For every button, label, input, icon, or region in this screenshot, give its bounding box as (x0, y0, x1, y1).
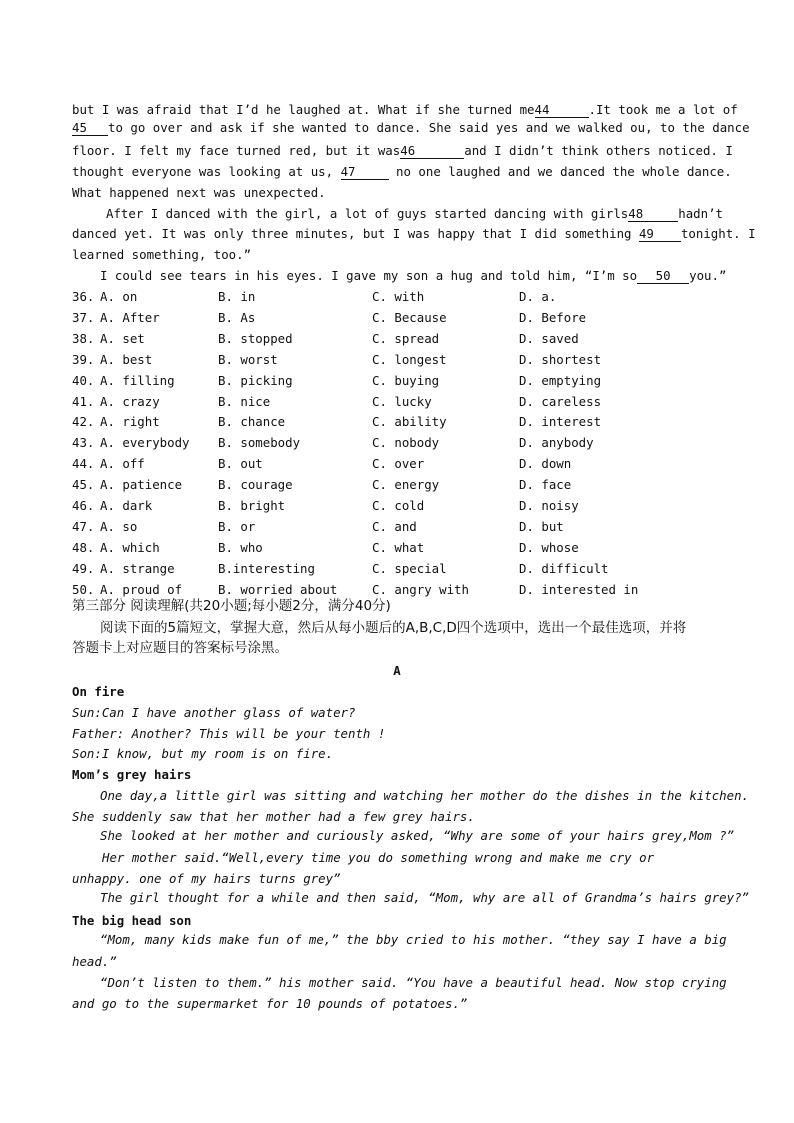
option-choice-b: B. who (218, 540, 263, 555)
text: danced yet. It was only three minutes, but I was happy that I did something (72, 226, 632, 241)
option-question-number: 38. (72, 331, 95, 346)
option-choice-a: A. best (100, 352, 153, 367)
option-choice-b: B. nice (218, 394, 271, 409)
joke-line: head.” (72, 954, 117, 969)
option-question-number: 49. (72, 561, 95, 576)
passage-line (72, 101, 738, 119)
option-choice-a: A. After (100, 310, 160, 325)
text: and I didn’t think others noticed. I (464, 143, 733, 158)
option-choice-c: C. cold (372, 498, 425, 513)
option-choice-d: D. anybody (519, 435, 594, 450)
joke-line: The girl thought for a while and then said, “Mom, why are all of Grandma’s hairs grey?” (100, 890, 750, 905)
option-question-number: 39. (72, 352, 95, 367)
blank-48: 48 (628, 207, 678, 222)
option-choice-d: D. interest (519, 414, 602, 429)
option-choice-c: C. ability (372, 414, 447, 429)
option-choice-c: C. special (372, 561, 447, 576)
joke-line: She suddenly saw that her mother had a few grey hairs. (72, 809, 475, 824)
joke-title: On fire (72, 684, 125, 699)
option-choice-a: A. patience (100, 477, 183, 492)
option-choice-c: C. Because (372, 310, 447, 325)
blank-44: 44 (535, 103, 589, 118)
passage-label: A (393, 663, 401, 678)
section-heading: 第三部分 阅读理解(共20小题;每小题2分，满分40分) (72, 598, 391, 614)
text: to go over and ask if she wanted to dance. She said yes and we walked ou, to the dance (108, 120, 750, 135)
option-choice-d: D. Before (519, 310, 587, 325)
option-choice-d: D. face (519, 477, 572, 492)
option-question-number: 40. (72, 373, 95, 388)
passage-line: learned something, too.” (72, 247, 252, 262)
option-question-number: 44. (72, 456, 95, 471)
option-choice-c: C. nobody (372, 435, 440, 450)
passage-line (72, 163, 732, 181)
option-choice-c: C. over (372, 456, 425, 471)
blank-45: 45 (72, 121, 108, 136)
joke-title: The big head son (72, 913, 192, 928)
option-choice-a: A. everybody (100, 435, 190, 450)
option-question-number: 50. (72, 582, 95, 597)
option-choice-b: B. or (218, 519, 256, 534)
joke-line: “Mom, many kids make fun of me,” the bby cried to his mother. “they say I have a big (100, 932, 727, 947)
option-question-number: 43. (72, 435, 95, 450)
option-question-number: 42. (72, 414, 95, 429)
passage-line (72, 119, 750, 137)
option-question-number: 47. (72, 519, 95, 534)
option-choice-d: D. but (519, 519, 564, 534)
option-choice-a: A. filling (100, 373, 175, 388)
option-choice-a: A. off (100, 456, 145, 471)
option-choice-c: C. energy (372, 477, 440, 492)
option-question-number: 45. (72, 477, 95, 492)
option-choice-d: D. shortest (519, 352, 602, 367)
option-choice-d: D. saved (519, 331, 579, 346)
section-instruction: 答题卡上对应题目的答案标号涂黑。 (72, 640, 288, 656)
text: hadn’t (678, 206, 723, 221)
option-question-number: 46. (72, 498, 95, 513)
passage-line (72, 142, 733, 160)
option-choice-a: A. crazy (100, 394, 160, 409)
option-choice-b: B. chance (218, 414, 286, 429)
option-choice-c: C. lucky (372, 394, 432, 409)
joke-line: Sun:Can I have another glass of water? (72, 705, 356, 720)
blank-50: 50 (637, 269, 689, 284)
text: .It took me a lot of (588, 102, 738, 117)
option-choice-b: B. worried about (218, 582, 338, 597)
option-choice-d: D. difficult (519, 561, 609, 576)
joke-line: Father: Another? This will be your tenth ! (72, 726, 386, 741)
joke-line: Her mother said.“Well,every time you do something wrong and make me cry or (102, 850, 655, 865)
option-choice-a: A. on (100, 289, 138, 304)
passage-line (106, 205, 723, 223)
option-choice-a: A. dark (100, 498, 153, 513)
option-choice-d: D. interested in (519, 582, 639, 597)
option-choice-b: B. out (218, 456, 263, 471)
joke-line: Son:I know, but my room is on fire. (72, 746, 334, 761)
option-choice-d: D. emptying (519, 373, 602, 388)
option-choice-b: B. courage (218, 477, 293, 492)
option-choice-b: B. worst (218, 352, 278, 367)
joke-line: unhappy. one of my hairs turns grey” (72, 871, 341, 886)
option-choice-a: A. which (100, 540, 160, 555)
option-choice-a: A. strange (100, 561, 175, 576)
passage-line (100, 267, 727, 285)
option-choice-b: B.interesting (218, 561, 315, 576)
option-choice-c: C. buying (372, 373, 440, 388)
text: but I was afraid that I’d he laughed at. What if she turned me (72, 102, 535, 117)
blank-49: 49 (639, 227, 681, 242)
text: floor. I felt my face turned red, but it was (72, 143, 401, 158)
option-choice-c: C. what (372, 540, 425, 555)
option-choice-c: C. angry with (372, 582, 469, 597)
option-choice-c: C. spread (372, 331, 440, 346)
joke-line: “Don’t listen to them.” his mother said. “You have a beautiful head. Now stop crying (100, 975, 727, 990)
option-choice-b: B. picking (218, 373, 293, 388)
text: After I danced with the girl, a lot of guys started dancing with girls (106, 206, 629, 221)
blank-46: 46 (400, 144, 464, 159)
option-choice-d: D. down (519, 456, 572, 471)
option-choice-b: B. in (218, 289, 256, 304)
text: thought everyone was looking at us, (72, 164, 334, 179)
option-choice-b: B. somebody (218, 435, 301, 450)
option-choice-b: B. bright (218, 498, 286, 513)
joke-line: One day,a little girl was sitting and watching her mother do the dishes in the kitchen. (100, 788, 750, 803)
option-choice-a: A. right (100, 414, 160, 429)
joke-title: Mom’s grey hairs (72, 767, 192, 782)
option-question-number: 48. (72, 540, 95, 555)
option-choice-b: B. stopped (218, 331, 293, 346)
option-choice-d: D. noisy (519, 498, 579, 513)
text: I could see tears in his eyes. I gave my son a hug and told him, “I’m so (100, 268, 638, 283)
option-question-number: 41. (72, 394, 95, 409)
option-choice-d: D. a. (519, 289, 557, 304)
option-question-number: 37. (72, 310, 95, 325)
passage-line (72, 225, 756, 243)
joke-line: She looked at her mother and curiously asked, “Why are some of your hairs grey,Mom ?” (100, 828, 735, 843)
text: tonight. I (680, 226, 756, 241)
option-question-number: 36. (72, 289, 95, 304)
option-choice-c: C. longest (372, 352, 447, 367)
text: you.” (689, 268, 727, 283)
option-choice-b: B. As (218, 310, 256, 325)
option-choice-d: D. whose (519, 540, 579, 555)
joke-line: and go to the supermarket for 10 pounds of potatoes.” (72, 996, 468, 1011)
text: no one laughed and we danced the whole dance. (396, 164, 732, 179)
option-choice-d: D. careless (519, 394, 602, 409)
section-instruction: 阅读下面的5篇短文，掌握大意，然后从每小题后的A,B,C,D四个选项中，选出一个最佳选项，并将 (100, 620, 687, 636)
option-choice-c: C. with (372, 289, 425, 304)
option-choice-c: C. and (372, 519, 417, 534)
option-choice-a: A. proud of (100, 582, 183, 597)
option-choice-a: A. set (100, 331, 145, 346)
option-choice-a: A. so (100, 519, 138, 534)
passage-line: What happened next was unexpected. (72, 185, 326, 200)
blank-47: 47 (341, 165, 389, 180)
